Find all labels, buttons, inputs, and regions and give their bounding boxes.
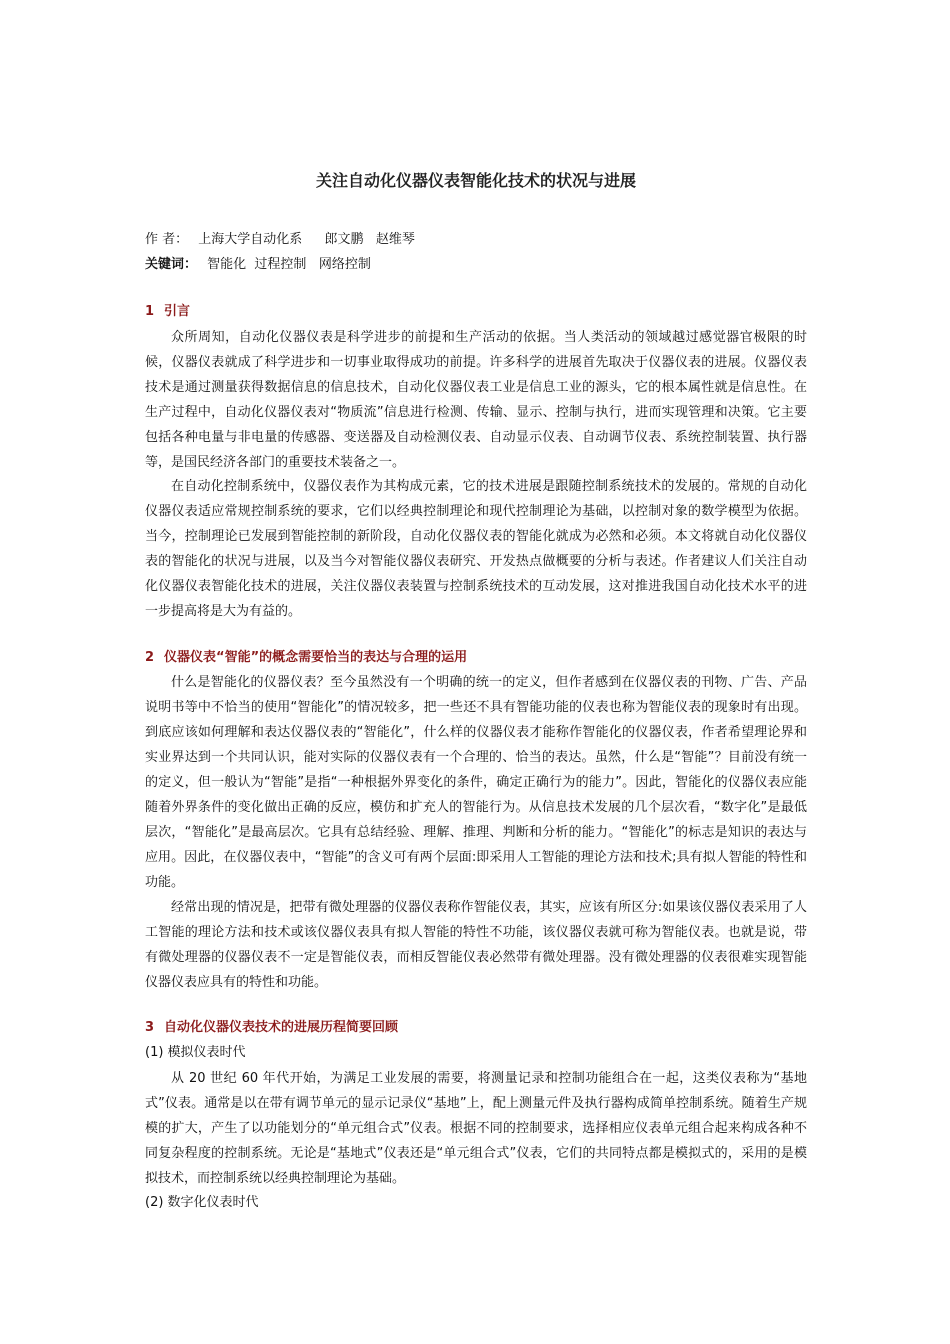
section-heading [145, 303, 190, 321]
keywords-label: 关键词： [145, 257, 198, 272]
paragraph: 在自动化控制系统中，仪器仪表作为其构成元素，它的技术进展是跟随控制系统技术的发展的。常规的自动化仪器仪表适应常规控制系统的要求，它们以经典控制理论和现代控制理论为基础，以控制对象的数学模型为依据。当今，控制理论已发展到智能控制的新阶段，自动化仪器仪表的智能化就成为必然和必须。本文将就自动化仪器仪表的智能化的状况与进展，以及当今对智能仪器仪表研究、开发热点做概要的分析与表述。作者建议人们关注自动化仪器仪表智能化技术的进展，关注仪器仪表装置与控制系统技术的互动发展，这对推进我国自动化技术水平的进一步提高将是大为有益的。 [145, 479, 807, 619]
subsection-label: (2) 数字化仪表时代 [145, 1195, 259, 1210]
author-label: 作 者： [145, 232, 189, 247]
section-heading [145, 649, 467, 667]
paragraph: 什么是智能化的仪器仪表？至今虽然没有一个明确的统一的定义，但作者感到在仪器仪表的刊物、广告、产品说明书等中不恰当的使用“智能化”的情况较多，把一些还不具有智能功能的仪表也称为智能仪表的现象时有出现。到底应该如何理解和表达仪器仪表的“智能化”，什么样的仪器仪表才能称作智能化的仪器仪表，作者希望理论界和实业界达到一个共同认识，能对实际的仪器仪表有一个合理的、恰当的表达。虽然，什么是“智能”？目前没有统一的定义，但一般认为“智能”是指“一种根据外界变化的条件，确定正确行为的能力”。因此，智能化的仪器仪表应能随着外界条件的变化做出正确的反应，模仿和扩充人的智能行为。从信息技术发展的几个层次看，“数字化”是最低层次，“智能化”是最高层次。它具有总结经验、理解、推理、判断和分析的能力。“智能化”的标志是知识的表达与应用。因此，在仪器仪表中，“智能”的含义可有两个层面:即采用人工智能的理论方法和技术;具有拟人智能的特性和功能。 [145, 675, 807, 890]
section-number: 3 [145, 1020, 155, 1035]
author-line [145, 231, 415, 249]
subsection-label: (1) 模拟仪表时代 [145, 1045, 246, 1060]
paragraph: 从 20 世纪 60 年代开始，为满足工业发展的需要，将测量记录和控制功能组合在一起，这类仪表称为“基地式”仪表。通常是以在带有调节单元的显示记录仪“基地”上，配上测量元件及执行器构成简单控制系统。随着生产规模的扩大，产生了以功能划分的“单元组合式”仪表。根据不同的控制要求，选择相应仪表单元组合起来构成各种不同复杂程度的控制系统。无论是“基地式”仪表还是“单元组合式”仪表，它们的共同特点都是模拟式的，采用的是模拟技术，而控制系统以经典控制理论为基础。 [145, 1071, 807, 1186]
keywords-line [145, 256, 371, 274]
document-title: 关注自动化仪器仪表智能化技术的状况与进展 [315, 171, 636, 190]
section-title: 仪器仪表“智能”的概念需要恰当的表达与合理的运用 [164, 650, 468, 665]
section-heading [145, 1019, 398, 1037]
keywords-value: 智能化 过程控制 网络控制 [207, 257, 371, 272]
section-title: 自动化仪器仪表技术的进展历程简要回顾 [164, 1020, 399, 1035]
author-affiliation: 上海大学自动化系 [198, 232, 303, 247]
author-names: 郎文鹏 赵维琴 [324, 232, 415, 247]
paragraph: 经常出现的情况是，把带有微处理器的仪器仪表称作智能仪表，其实，应该有所区分:如果该仪器仪表采用了人工智能的理论方法和技术或该仪器仪表具有拟人智能的特性不功能，该仪器仪表就可称为智能仪表。也就是说，带有微处理器的仪器仪表不一定是智能仪表，而相反智能仪表必然带有微处理器。没有微处理器的仪表很难实现智能仪器仪表应具有的特性和功能。 [145, 900, 807, 990]
section-number: 2 [145, 650, 155, 665]
paragraph: 众所周知，自动化仪器仪表是科学进步的前提和生产活动的依据。当人类活动的领域越过感觉器官极限的时候，仪器仪表就成了科学进步和一切事业取得成功的前提。许多科学的进展首先取决于仪器仪表的进展。仪器仪表技术是通过测量获得数据信息的信息技术，自动化仪器仪表工业是信息工业的源头，它的根本属性就是信息性。在生产过程中，自动化仪器仪表对“物质流”信息进行检测、传输、显示、控制与执行，进而实现管理和决策。它主要包括各种电量与非电量的传感器、变送器及自动检测仪表、自动显示仪表、自动调节仪表、系统控制装置、执行器等，是国民经济各部门的重要技术装备之一。 [145, 330, 807, 470]
section-number: 1 [145, 304, 155, 319]
section-title: 引言 [164, 304, 191, 319]
